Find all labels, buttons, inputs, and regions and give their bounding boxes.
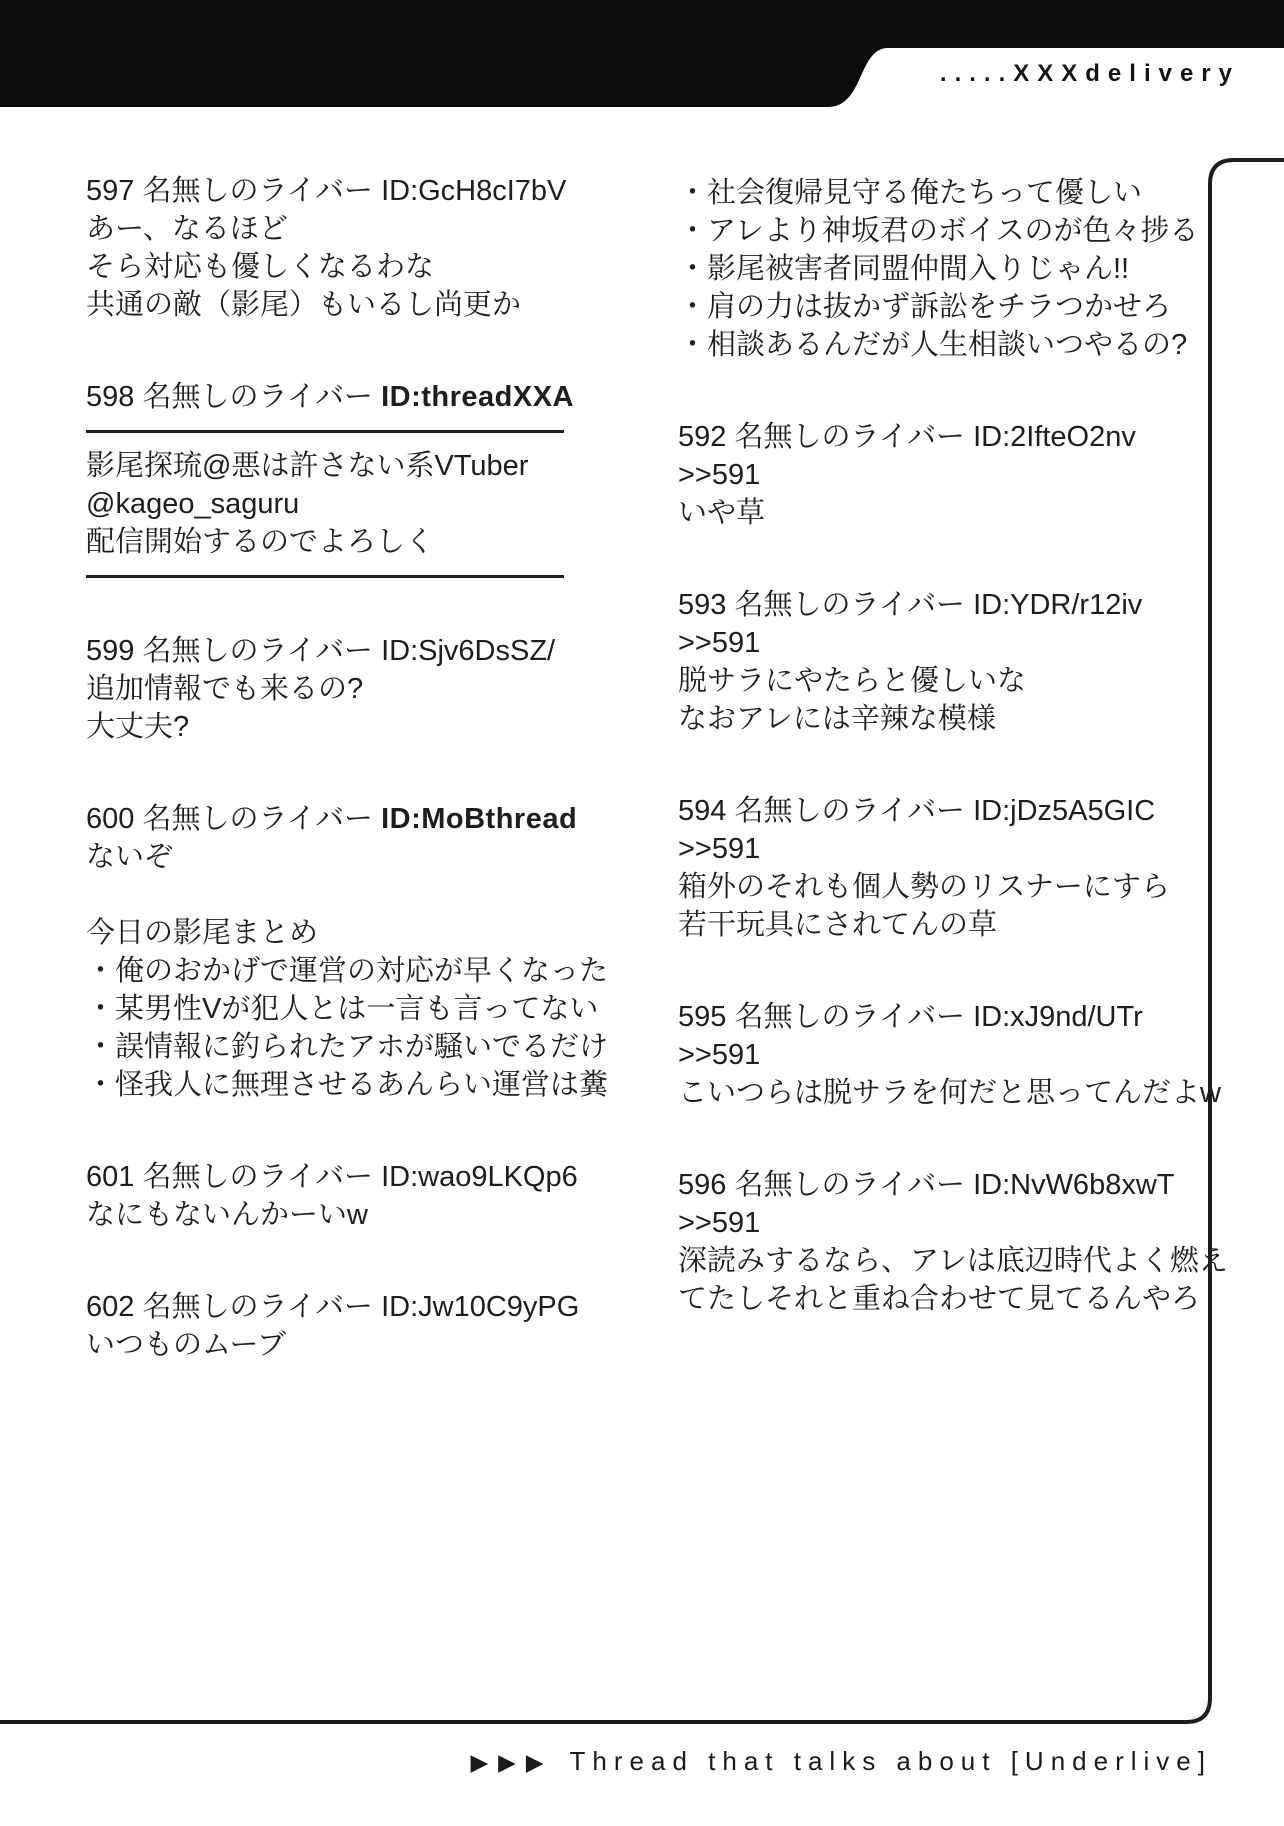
post-line: ・社会復帰見守る俺たちって優しい [678, 177, 1143, 209]
post-line: >>591 [678, 1207, 761, 1239]
post-header [86, 172, 606, 210]
tweet-line: 配信開始するのでよろしく [86, 526, 435, 558]
tweet-divider-top [86, 430, 564, 433]
post-id: ID:MoBthread [381, 803, 578, 835]
post-line: 大丈夫? [86, 711, 190, 743]
post-line: 今日の影尾まとめ [86, 917, 319, 949]
post-header [678, 1166, 1223, 1204]
post-592 [678, 418, 1223, 532]
tweet-line: 影尾探琉@悪は許さない系VTuber [86, 450, 529, 482]
post-id: ID:Jw10C9yPG [381, 1291, 580, 1323]
post-number-name: 596 名無しのライバー [678, 1169, 974, 1201]
post-line: こいつらは脱サラを何だと思ってんだよw [678, 1077, 1221, 1109]
post-line: なおアレには辛辣な模様 [678, 703, 996, 735]
post-header [86, 1288, 606, 1326]
post-id: ID:GcH8cI7bV [381, 175, 567, 207]
post-line: ・俺のおかげで運営の対応が早くなった [86, 955, 609, 987]
post-594 [678, 792, 1223, 944]
tweet-line: @kageo_saguru [86, 488, 300, 520]
post-header [678, 998, 1223, 1036]
post-header [86, 1158, 606, 1196]
post-number-name: 599 名無しのライバー [86, 635, 382, 667]
post-id: ID:wao9LKQp6 [381, 1161, 578, 1193]
post-id: ID:jDz5A5GIC [973, 795, 1156, 827]
post-line: 共通の敵（影尾）もいるし尚更か [86, 289, 522, 321]
post-line: >>591 [678, 627, 761, 659]
post-line: 脱サラにやたらと優しいな [678, 665, 1027, 697]
footer [470, 1746, 1212, 1777]
post-id: ID:NvW6b8xwT [973, 1169, 1175, 1201]
post-id: ID:threadXXA [381, 381, 574, 413]
post-header [678, 418, 1223, 456]
footer-label: Thread that talks about [Underlive] [569, 1746, 1212, 1776]
post-599 [86, 632, 606, 746]
post-line: いや草 [678, 497, 766, 529]
post-header [86, 800, 606, 838]
post-id: ID:YDR/r12iv [973, 589, 1143, 621]
post-line: 箱外のそれも個人勢のリスナーにすら [678, 871, 1170, 903]
post-line: あー、なるほど [86, 213, 288, 245]
post-header [86, 632, 606, 670]
post-header [678, 792, 1223, 830]
thread-column-left [86, 172, 609, 1418]
post-number-name: 593 名無しのライバー [678, 589, 974, 621]
post-line: ・相談あるんだが人生相談いつやるの? [678, 329, 1188, 361]
post-header [86, 378, 606, 416]
post-line: ないぞ [86, 841, 174, 873]
post-line: >>591 [678, 459, 761, 491]
post-602 [86, 1288, 606, 1364]
post-id: ID:Sjv6DsSZ/ [381, 635, 556, 667]
footer-arrows-icon: ▶▶▶ [470, 1749, 554, 1775]
brand-label: .....XXXdelivery [939, 60, 1240, 87]
post-line: いつものムーブ [86, 1329, 287, 1361]
post-line: 深読みするなら、アレは底辺時代よく燃え [678, 1245, 1228, 1277]
post-line: 若干玩具にされてんの草 [678, 909, 998, 941]
post-id: ID:2IfteO2nv [973, 421, 1136, 453]
post-line: そら対応も優しくなるわな [86, 251, 435, 283]
post-number-name: 597 名無しのライバー [86, 175, 382, 207]
post-number-name: 602 名無しのライバー [86, 1291, 382, 1323]
post-600 [86, 800, 609, 1104]
post-line [86, 876, 606, 914]
post-id: ID:xJ9nd/UTr [973, 1001, 1143, 1033]
post-number-name: 601 名無しのライバー [86, 1161, 382, 1193]
post-number-name: 594 名無しのライバー [678, 795, 974, 827]
top-banner [0, 0, 1284, 110]
post-line: ・某男性Vが犯人とは一言も言ってない [86, 993, 599, 1025]
post-line: ・アレより神坂君のボイスのが色々捗る [678, 215, 1199, 247]
post-header [678, 586, 1223, 624]
post-line: >>591 [678, 833, 761, 865]
tweet-divider-bottom [86, 575, 564, 578]
post-593 [678, 586, 1223, 738]
post-number-name: 600 名無しのライバー [86, 803, 382, 835]
post-number-name: 595 名無しのライバー [678, 1001, 974, 1033]
thread-column-right [678, 174, 1228, 1372]
post-number-name: 598 名無しのライバー [86, 381, 382, 413]
post-continuation [678, 174, 1223, 364]
post-line: >>591 [678, 1039, 761, 1071]
post-line: 追加情報でも来るの? [86, 673, 364, 705]
banner-shape [0, 0, 1284, 110]
post-line: なにもないんかーいw [86, 1199, 368, 1231]
post-line: ・肩の力は抜かず訴訟をチラつかせろ [678, 291, 1172, 323]
post-line: てたしそれと重ね合わせて見てるんやろ [678, 1283, 1201, 1315]
post-line: ・影尾被害者同盟仲間入りじゃん!! [678, 253, 1130, 285]
post-595 [678, 998, 1223, 1112]
post-597 [86, 172, 606, 324]
post-598 [86, 378, 606, 578]
post-596 [678, 1166, 1228, 1318]
post-601 [86, 1158, 606, 1234]
post-line: ・誤情報に釣られたアホが騒いでるだけ [86, 1031, 609, 1063]
post-line: ・怪我人に無理させるあんらい運営は糞 [86, 1069, 609, 1101]
post-number-name: 592 名無しのライバー [678, 421, 974, 453]
